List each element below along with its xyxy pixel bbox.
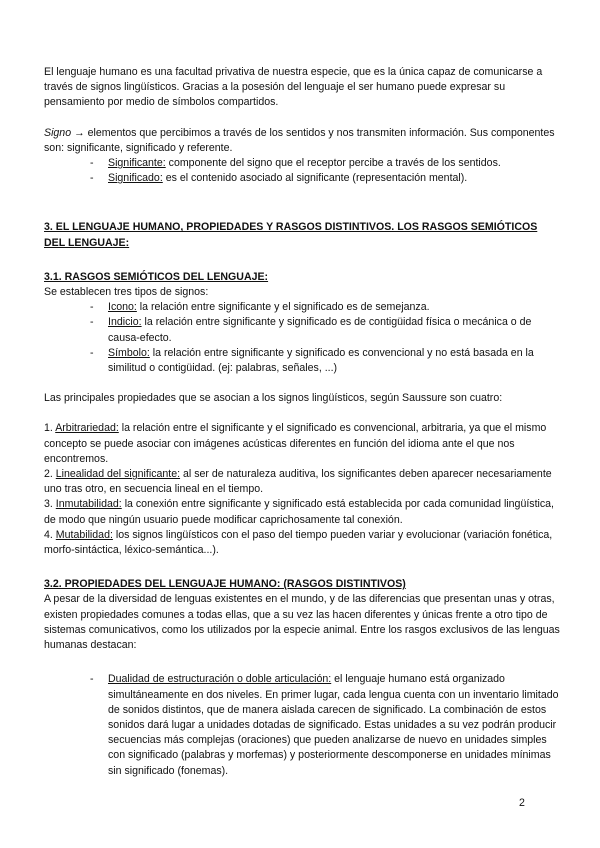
signo-text: elementos que percibimos a través de los sentidos y nos transmiten información. Sus componentes son: significante, significado y referente. xyxy=(44,126,555,154)
section-3-2-heading: 3.2. PROPIEDADES DEL LENGUAJE HUMANO: (RASGOS DISTINTIVOS) xyxy=(44,578,406,591)
property-item: 4. Mutabilidad: los signos lingüísticos con el paso del tiempo pueden variar y evolucionar (variación fonética, morfo-sintáctica, léxico-semántica...). xyxy=(44,528,553,557)
item-term: Significante: xyxy=(108,157,166,170)
property-item: 1. Arbitrariedad: la relación entre el significante y el significado es convencional, arbitraria, ya que el mismo concepto se puede asociar con imágenes acústicas diferentes en función del idioma ante el que nos encontremos. xyxy=(44,422,547,465)
intro-paragraph: El lenguaje humano es una facultad privativa de nuestra especie, que es la única capaz de comunicarse a través de signos lingüísticos. Gracias a la posesión del lenguaje el ser humano puede expresar su pensamiento por medio de símbolos compartidos. xyxy=(44,66,543,109)
signo-components-list xyxy=(44,156,560,186)
property-term: Mutabilidad: xyxy=(55,528,113,541)
item-term: Indicio: xyxy=(108,316,142,329)
page-number: 2 xyxy=(519,797,525,809)
distinctive-traits-list xyxy=(44,672,560,778)
list-item: - Dualidad de estructuración o doble articulación: el lenguaje humano está organizado simultáneamente en dos niveles. En primer lugar, cada lengua cuenta con un inventario limitado de sonidos distintos, que de manera aislada carecen de significado. La combinación de estos sonidos dará lugar a unidades dotadas de significado. Estas unidades a su vez podrán producir secuencias más complejas (oraciones) que pueden analizarse de nuevo en unidades simples con significado (palabras y morfemas) y posteriormente descomponerse en unidades mínimas sin significado (fonemas). xyxy=(90,673,559,777)
sign-types-list xyxy=(44,300,560,376)
section-3-heading: 3. EL LENGUAJE HUMANO, PROPIEDADES Y RASGOS DISTINTIVOS. LOS RASGOS SEMIÓTICOS DEL LENGUAJE: xyxy=(44,221,538,249)
signo-definition xyxy=(44,126,560,156)
list-item: - Icono: la relación entre significante y el significado es de semejanza. xyxy=(90,301,430,314)
list-item: - Símbolo: la relación entre significante y significado es convencional y no está basada en la similitud o contigüidad. (ej: palabras, señales, ...) xyxy=(90,346,534,375)
property-item: 3. Inmutabilidad: la conexión entre significante y significado está establecida por cada comunidad lingüística, de modo que ningún usuario puede modificar caprichosamente tal conexión. xyxy=(44,498,554,526)
list-item: - Significante: componente del signo que el receptor percibe a través de los sentidos. xyxy=(90,157,501,170)
section-3-1-heading: 3.1. RASGOS SEMIÓTICOS DEL LENGUAJE: xyxy=(44,270,269,283)
item-term: Icono: xyxy=(108,301,137,314)
section-3-2-lead: A pesar de la diversidad de lenguas existentes en el mundo, y de las diferencias que presentan unas y otras, existen propiedades comunes a todas ellas, que a su vez las hacen diferentes y únicas frente a otro tipo de sistemas comunicativos, como los utilizados por la especie animal. Entre los rasgos exclusivos de las lenguas humanas destacan: xyxy=(44,593,560,652)
property-term: Inmutabilidad: xyxy=(55,498,122,511)
item-term: Dualidad de estructuración o doble articulación: xyxy=(108,673,332,686)
signo-arrow: → xyxy=(71,126,88,139)
signo-term: Signo xyxy=(44,126,72,139)
property-item: 2. Linealidad del significante: al ser de naturaleza auditiva, los significantes deben aparecer necesariamente uno tras otro, en secuencia lineal en el tiempo. xyxy=(44,468,552,496)
section-3-1-lead: Se establecen tres tipos de signos: xyxy=(44,286,209,299)
item-term: Significado: xyxy=(108,172,163,185)
list-item: - Indicio: la relación entre significante y significado es de contigüidad física o mecánica o de causa-efecto. xyxy=(90,316,532,344)
page-content xyxy=(44,65,560,779)
list-item: - Significado: es el contenido asociado al significante (representación mental). xyxy=(90,172,468,185)
property-term: Linealidad del significante: xyxy=(55,468,181,481)
item-term: Símbolo: xyxy=(108,346,150,359)
saussure-paragraph: Las principales propiedades que se asocian a los signos lingüísticos, según Saussure son cuatro: xyxy=(44,392,503,405)
property-term: Arbitrariedad: xyxy=(55,422,119,435)
